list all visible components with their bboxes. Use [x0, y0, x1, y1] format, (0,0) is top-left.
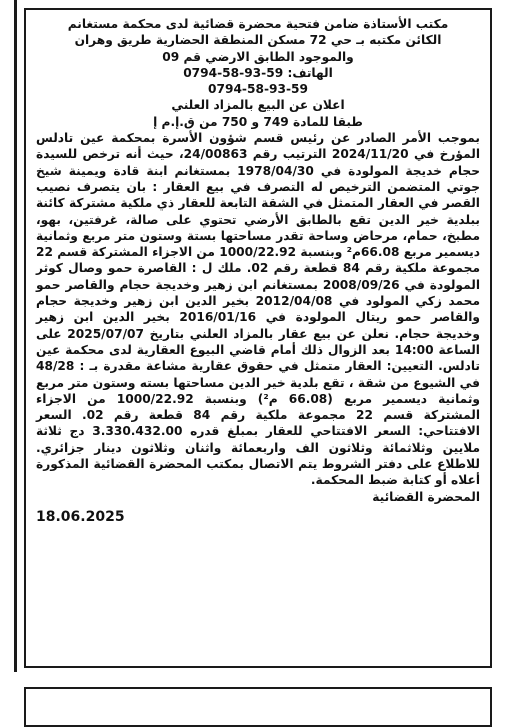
address-line: الكائن مكتبه بـ حي 72 مسكن المنطقة الحضارية طريق وهران [74, 33, 442, 48]
notice-body: بموجب الأمر الصادر عن رئيس قسم شؤون الأسرة بمحكمة عين تادلس المؤرخ في 2024/11/20 الترتيب رقم 24/00863، حيث أنه ترخص للسيدة حجام خديجة المولودة في 1978/04/30 بمستغانم ابنة قادة ويمينة شيخ جوتي المتضمن الترخيص له التصرف في بيع العقار : بان يتصرف نصيب القصر في العقار المتمثل في الشقة التابعة للعقار ذي ملكية مشتركة كائنة ببلدية خير الدين تقع بالطابق الأرضي تحتوي على صالة، غرفتين، بهو، مطبخ، حمام، مرحاض وساحة تقدر مساحتها بستة وستون متر مربع وثمانية ديسمير مربع 66.08م² وبنسبة 1000/22.92 من الاجزاء المشتركة قسم 22 مجموعة ملكية رقم 84 قطعة رقم 02. ملك ل : القاصرة حمو وصال كوثر المولودة في 2008/09/26 بمستغانم ابن زهير وخديجة حجام والقاصر حمو محمد زكي المولود في 2012/04/08 بخير الدين ابن زهير وخديجة حجام والقاصر حمو ريتال المولودة في 2016/01/16 بخير الدين ابن زهير وخديجة حجام. نعلن عن بيع عقار بالمزاد العلني بتاريخ 2025/07/07 على الساعة 14:00 بعد الزوال ذلك أمام قاضي البيوع العقارية لدى محكمة عين تادلس. التعيين: العقار متمثل في حقوق عقارية مشاعة مقدرة بـ : 48/28 في الشيوع من شقة ، تقع بلدية خير الدين مساحتها بسته وستون متر مربع وثمانية ديسمير مربع (66.08 م²) وبنسبة 1000/22.92 من الاجزاء المشتركة قسم 22 مجموعة ملكية رقم 84 قطعة رقم 02. السعر الافتتاحي: السعر الافتتاحي للعقار بمبلغ قدره 3.330.432.00 دج ثلاثة ملايين وثلاثمائة وثلاثون الف واربعمائة واثنان وثلاثون دينار جزائري. للاطلاع على دفتر الشروط يتم الاتصال بمكتب المحضرة القضائية المذكورة أعلاه أو كتابة ضبط المحكمة. [36, 131, 481, 488]
publication-date: 18.06.2025 [36, 508, 125, 525]
column-divider [14, 0, 17, 672]
notice-title: اعلان عن البيع بالمزاد العلني [171, 98, 345, 113]
signature: المحضرة القضائية [372, 489, 480, 504]
office-line: مكتب الأستاذة ضامن فتحية محضرة قضائية لدى محكمة مستغانم [67, 17, 449, 31]
phone-number: 0794-58-93-59 [208, 82, 308, 97]
phone-label: الهاتف: 59-93-58-0794 [183, 65, 333, 80]
floor-line: والموجود الطابق الارضي قم 09 [162, 49, 354, 64]
legal-basis: طبقا للمادة 749 و 750 من ق.إ.م إ [153, 114, 363, 129]
legal-notice [24, 8, 492, 668]
next-notice-frame [24, 687, 492, 727]
